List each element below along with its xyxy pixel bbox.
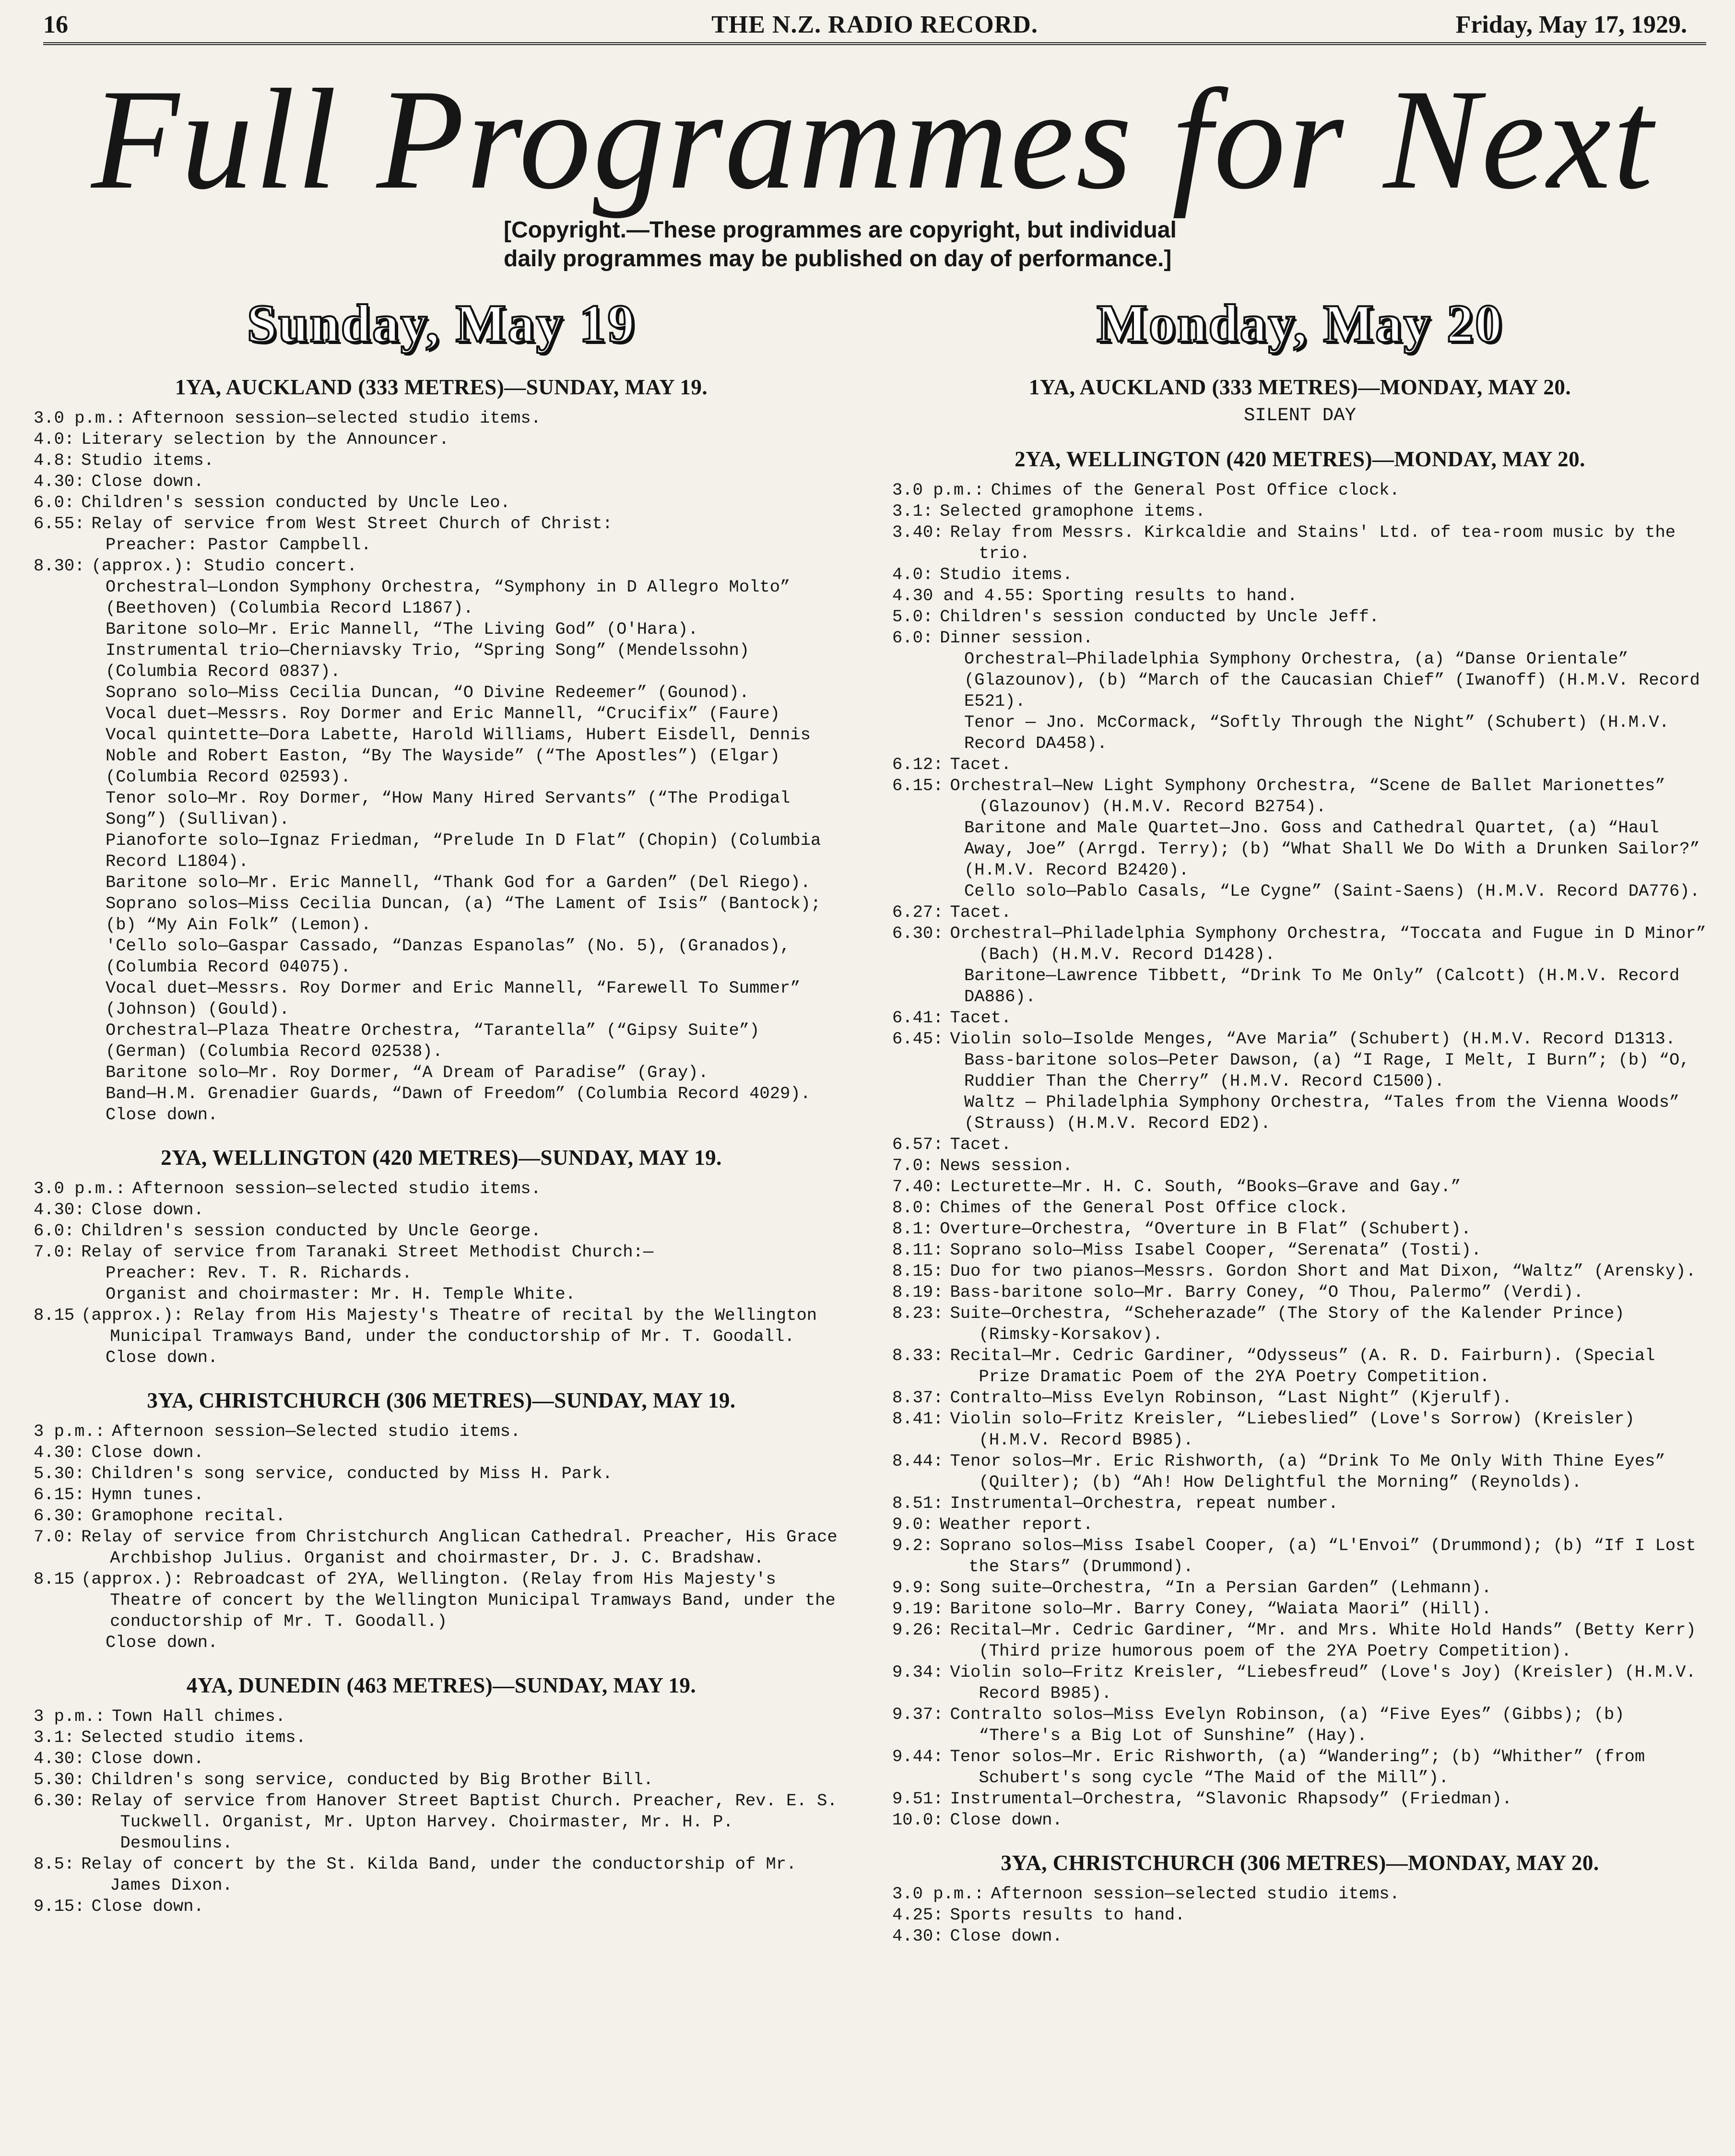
programme-item <box>34 936 849 978</box>
programme-text: Gramophone recital. <box>91 1506 286 1526</box>
programme-item <box>34 471 849 492</box>
programme-text: Tacet. <box>950 1135 1012 1154</box>
programme-text: Bass-baritone solos—Peter Dawson, (a) “I Rage, I Melt, I Burn”; (b) “O, Ruddier Than the Cherry” (H.M.V. Record C1500). <box>964 1050 1690 1091</box>
programme-time: 8.41: <box>892 1409 944 1429</box>
programme-time: 5.0: <box>892 607 933 627</box>
programme-time: 4.25: <box>892 1905 944 1925</box>
programme-list <box>892 480 1708 1831</box>
programme-text: Close down. <box>91 1749 204 1768</box>
programme-text: Weather report. <box>940 1515 1093 1534</box>
programme-item <box>892 1345 1708 1387</box>
programme-text: Relay of service from Hanover Street Baptist Church. Preacher, Rev. E. S. Tuckwell. Organist, Mr. Upton Harvey. Choirmaster, Mr. H. P. Desmoulins. <box>91 1791 838 1853</box>
programme-time: 6.12: <box>892 755 944 774</box>
programme-text: Relay of concert by the St. Kilda Band, under the conductorship of Mr. James Dixon. <box>81 1854 797 1895</box>
programme-text: Close down. <box>106 1633 218 1652</box>
programme-item <box>34 1347 849 1368</box>
day-title: Sunday, May 19 <box>247 294 636 354</box>
programme-item <box>34 724 849 788</box>
programme-item <box>34 1790 849 1854</box>
programme-item <box>892 522 1708 564</box>
programme-item <box>892 1282 1708 1303</box>
programme-time: 6.30: <box>34 1506 85 1526</box>
programme-item <box>34 872 849 893</box>
programme-time: 3.0 p.m.: <box>34 408 126 428</box>
programme-text: Selected studio items. <box>81 1728 306 1747</box>
programme-text: Baritone solo—Mr. Roy Dormer, “A Dream of Paradise” (Gray). <box>106 1063 708 1082</box>
programme-time: 7.40: <box>892 1177 944 1196</box>
programme-item <box>34 1199 849 1220</box>
programme-text: Preacher: Pastor Campbell. <box>106 535 371 555</box>
programme-text: Vocal duet—Messrs. Roy Dormer and Eric Mannell, “Farewell To Summer” (Johnson) (Gould). <box>106 978 801 1019</box>
programme-time: 3.1: <box>34 1728 75 1747</box>
programme-text: Song suite—Orchestra, “In a Persian Garden” (Lehmann). <box>940 1578 1492 1598</box>
programme-text: Orchestral—Philadelphia Symphony Orchestra, (a) “Danse Orientale” (Glazounov), (b) “March of the Caucasian Chief” (Iwanoff) (H.M.V. Record E521). <box>964 649 1700 711</box>
programme-time: 9.51: <box>892 1789 944 1809</box>
programme-item <box>892 817 1708 881</box>
programme-text: Tenor solo—Mr. Roy Dormer, “How Many Hired Servants” (“The Prodigal Song”) (Sullivan). <box>106 788 791 829</box>
programme-item <box>34 1020 849 1062</box>
programme-text: Children's session conducted by Uncle Jeff. <box>940 607 1380 627</box>
copyright-line: daily programmes may be published on day of performance.] <box>504 246 1172 272</box>
programme-item <box>892 1493 1708 1514</box>
programme-text: Tacet. <box>950 755 1012 774</box>
programme-text: Soprano solos—Miss Cecilia Duncan, (a) “The Lament of Isis” (Bantock); (b) “My Ain Folk” (Lemon). <box>106 894 821 935</box>
programme-text: Sporting results to hand. <box>1042 586 1298 605</box>
programme-item <box>34 513 849 534</box>
programme-item <box>34 1083 849 1104</box>
programme-text: Instrumental trio—Cherniavsky Trio, “Spring Song” (Mendelssohn) (Columbia Record 0837). <box>106 640 750 681</box>
programme-item <box>34 682 849 703</box>
programme-time: 6.30: <box>892 924 944 943</box>
programme-text: Baritone solo—Mr. Barry Coney, “Waiata Maori” (Hill). <box>950 1599 1492 1619</box>
programme-item <box>34 1305 849 1347</box>
programme-text: Baritone—Lawrence Tibbett, “Drink To Me Only” (Calcott) (H.M.V. Record DA886). <box>964 966 1680 1007</box>
programme-item <box>34 1727 849 1748</box>
programme-time: 8.44: <box>892 1451 944 1471</box>
programme-text: Instrumental—Orchestra, “Slavonic Rhapsody” (Friedman). <box>950 1789 1512 1809</box>
station-heading: 2YA, WELLINGTON (420 METRES)—MONDAY, MAY 20. <box>1015 447 1585 471</box>
programme-time: 10.0: <box>892 1810 944 1830</box>
programme-item <box>892 1884 1708 1905</box>
programme-text: Afternoon session—Selected studio items. <box>112 1422 521 1441</box>
programme-text: (approx.): Relay from His Majesty's Theatre of recital by the Wellington Municipal Tramways Band, under the conductorship of Mr. T. Goodall. <box>81 1305 817 1346</box>
station-block <box>892 373 1708 427</box>
copyright-notice <box>504 216 1247 273</box>
programme-time: 5.30: <box>34 1770 85 1789</box>
page-number: 16 <box>43 11 68 38</box>
programme-text: Afternoon session—selected studio items. <box>132 1179 541 1198</box>
programme-text: Soprano solos—Miss Isabel Cooper, (a) “L'Envoi” (Drummond); (b) “If I Lost the Stars” (Drummond). <box>940 1536 1696 1576</box>
programme-time: 9.37: <box>892 1705 944 1724</box>
programme-item <box>34 1421 849 1442</box>
sunday-column <box>34 293 849 1917</box>
programme-item <box>34 1284 849 1305</box>
programme-item <box>34 1505 849 1527</box>
programme-text: Literary selection by the Announcer. <box>81 429 449 449</box>
programme-text: Children's song service, conducted by Miss H. Park. <box>91 1464 613 1483</box>
programme-item <box>892 1926 1708 1947</box>
programme-text: Violin solo—Fritz Kreisler, “Liebeslied” (Love's Sorrow) (Kreisler) (H.M.V. Record B985). <box>950 1409 1635 1450</box>
programme-time: 9.15: <box>34 1896 85 1916</box>
programme-time: 9.26: <box>892 1620 944 1640</box>
programme-time: 6.55: <box>34 514 85 533</box>
programme-time: 9.9: <box>892 1578 933 1598</box>
station-heading: 2YA, WELLINGTON (420 METRES)—SUNDAY, MAY 19. <box>161 1146 722 1170</box>
programme-time: 4.30: <box>34 1749 85 1768</box>
station-heading: 1YA, AUCKLAND (333 METRES)—SUNDAY, MAY 19. <box>175 375 708 399</box>
programme-text: Baritone and Male Quartet—Jno. Goss and Cathedral Quartet, (a) “Haul Away, Joe” (Arrgd. Terry); (b) “What Shall We Do With a Drunken Sailor?” (H.M.V. Record B2420). <box>964 818 1700 880</box>
programme-item <box>34 577 849 619</box>
programme-item <box>34 1748 849 1769</box>
programme-text: Violin solo—Isolde Menges, “Ave Maria” (Schubert) (H.M.V. Record D1313. <box>950 1029 1676 1049</box>
programme-time: 7.0: <box>34 1242 75 1262</box>
programme-text: Cello solo—Pablo Casals, “Le Cygne” (Saint-Saens) (H.M.V. Record DA776). <box>964 881 1700 901</box>
programme-text: Close down. <box>91 1200 204 1220</box>
programme-text: Orchestral—Philadelphia Symphony Orchestra, “Toccata and Fugue in D Minor” (Bach) (H.M.V. Record D1428). <box>950 924 1706 964</box>
programme-text: Children's song service, conducted by Big Brother Bill. <box>91 1770 654 1789</box>
programme-item <box>892 1219 1708 1240</box>
programme-time: 3.0 p.m.: <box>892 480 984 500</box>
programme-time: 3 p.m.: <box>34 1422 106 1441</box>
programme-item <box>892 1599 1708 1620</box>
programme-time: 6.27: <box>892 902 944 922</box>
programme-text: Tenor solos—Mr. Eric Rishworth, (a) “Drink To Me Only With Thine Eyes” (Quilter); (b) “Ah! How Delightful the Morning” (Reynolds). <box>950 1451 1665 1492</box>
programme-text: Close down. <box>106 1105 218 1125</box>
programme-text: Tacet. <box>950 902 1012 922</box>
programme-time: 8.33: <box>892 1346 944 1365</box>
programme-item <box>892 965 1708 1007</box>
programme-item <box>34 1263 849 1284</box>
programme-time: 4.0: <box>34 429 75 449</box>
programme-item <box>34 1220 849 1242</box>
programme-text: Bass-baritone solo—Mr. Barry Coney, “O Thou, Palermo” (Verdi). <box>950 1282 1584 1302</box>
programme-time: 4.0: <box>892 565 933 584</box>
programme-item <box>892 1514 1708 1535</box>
programme-text: Tacet. <box>950 1008 1012 1028</box>
programme-item <box>892 1050 1708 1092</box>
programme-text: Tenor solos—Mr. Eric Rishworth, (a) “Wandering”; (b) “Whither” (from Schubert's song cycle “The Maid of the Mill”). <box>950 1747 1645 1788</box>
programme-text: Organist and choirmaster: Mr. H. Temple White. <box>106 1284 576 1304</box>
programme-time: 8.19: <box>892 1282 944 1302</box>
programme-time: 7.0: <box>34 1527 75 1547</box>
masthead <box>43 4 1706 45</box>
programme-text: Soprano solo—Miss Isabel Cooper, “Serenata” (Tosti). <box>950 1240 1482 1260</box>
programme-item <box>34 1463 849 1484</box>
programme-time: 5.30: <box>34 1464 85 1483</box>
station-block <box>34 1386 849 1653</box>
programme-text: Relay of service from West Street Church of Christ: <box>91 514 613 533</box>
programme-time: 4.30: <box>34 1443 85 1462</box>
programme-text: Chimes of the General Post Office clock. <box>940 1198 1349 1218</box>
programme-time: 4.30: <box>892 1926 944 1946</box>
programme-item <box>892 754 1708 775</box>
page-headline: Full Programmes for Next <box>91 59 1655 219</box>
programme-time: 8.23: <box>892 1303 944 1323</box>
programme-item <box>892 775 1708 817</box>
programme-time: 9.2: <box>892 1536 933 1555</box>
programme-text: Afternoon session—selected studio items. <box>132 408 541 428</box>
programme-text: Vocal quintette—Dora Labette, Harold Williams, Hubert Eisdell, Dennis Noble and Robert Easton, “By The Wayside” (“The Apostles”) (Elgar) (Columbia Record 02593). <box>106 725 811 787</box>
programme-item <box>892 1134 1708 1155</box>
programme-item <box>34 1896 849 1917</box>
programme-item <box>34 893 849 936</box>
programme-time: 9.0: <box>892 1515 933 1534</box>
programme-text: Close down. <box>950 1926 1062 1946</box>
programme-item <box>34 640 849 682</box>
programme-time: 4.30 and 4.55: <box>892 586 1036 605</box>
programme-text: Relay of service from Christchurch Anglican Cathedral. Preacher, His Grace Archbishop Julius. Organist and choirmaster, Dr. J. C. Bradshaw. <box>81 1527 838 1568</box>
programme-item <box>34 492 849 513</box>
station-heading: 3YA, CHRISTCHURCH (306 METRES)—MONDAY, MAY 20. <box>1001 1851 1599 1875</box>
programme-item <box>892 1409 1708 1451</box>
programme-text: Studio items. <box>940 565 1073 584</box>
programme-item <box>892 1303 1708 1345</box>
programme-item <box>892 1155 1708 1176</box>
programme-item <box>34 1484 849 1505</box>
programme-item <box>34 1854 849 1896</box>
programme-time: 8.11: <box>892 1240 944 1260</box>
programme-item <box>892 585 1708 606</box>
programme-item <box>892 1092 1708 1134</box>
programme-time: 8.1: <box>892 1219 933 1239</box>
station-note: SILENT DAY <box>1243 405 1357 426</box>
programme-item <box>34 619 849 640</box>
programme-item <box>34 1062 849 1083</box>
programme-text: Orchestral—New Light Symphony Orchestra, “Scene de Ballet Marionettes” (Glazounov) (H.M.V. Record B2754). <box>950 776 1665 817</box>
programme-list <box>34 1421 849 1653</box>
programme-item <box>34 429 849 450</box>
programme-time: 6.57: <box>892 1135 944 1154</box>
programme-time: 9.44: <box>892 1747 944 1766</box>
station-heading: 4YA, DUNEDIN (463 METRES)—SUNDAY, MAY 19. <box>186 1673 696 1697</box>
programme-time: 6.0: <box>34 493 75 512</box>
programme-text: News session. <box>940 1156 1073 1175</box>
programme-time: 7.0: <box>892 1156 933 1175</box>
programme-time: 6.45: <box>892 1029 944 1049</box>
programme-time: 4.30: <box>34 1200 85 1220</box>
programme-text: Vocal duet—Messrs. Roy Dormer and Eric Mannell, “Crucifix” (Faure) <box>106 704 780 723</box>
programme-time: 8.15: <box>892 1261 944 1281</box>
programme-item <box>892 1197 1708 1219</box>
programme-time: 3.0 p.m.: <box>892 1884 984 1904</box>
programme-text: Studio items. <box>81 450 214 470</box>
programme-text: Close down. <box>950 1810 1062 1830</box>
programme-text: 'Cello solo—Gaspar Cassado, “Danzas Espanolas” (No. 5), (Granados), (Columbia Record 04075). <box>106 936 791 977</box>
programme-text: Sports results to hand. <box>950 1905 1185 1925</box>
programme-item <box>892 606 1708 628</box>
programme-time: 3.0 p.m.: <box>34 1179 126 1198</box>
programme-time: 4.30: <box>34 472 85 491</box>
programme-text: Lecturette—Mr. H. C. South, “Books—Grave and Gay.” <box>950 1177 1461 1196</box>
programme-item <box>892 1535 1708 1577</box>
programme-time: 6.30: <box>34 1791 85 1811</box>
programme-time: 9.19: <box>892 1599 944 1619</box>
programme-item <box>34 1769 849 1790</box>
programme-text: Relay from Messrs. Kirkcaldie and Stains' Ltd. of tea-room music by the trio. <box>950 522 1676 563</box>
programme-item <box>892 1007 1708 1029</box>
programme-text: Relay of service from Taranaki Street Methodist Church:— <box>81 1242 654 1262</box>
programme-item <box>34 703 849 724</box>
programme-item <box>892 902 1708 923</box>
programme-text: Hymn tunes. <box>91 1485 204 1504</box>
programme-item <box>892 1662 1708 1704</box>
programme-item <box>892 1387 1708 1409</box>
programme-item <box>34 534 849 556</box>
programme-text: Baritone solo—Mr. Eric Mannell, “The Living God” (O'Hara). <box>106 619 698 639</box>
programme-time: 6.0: <box>34 1221 75 1241</box>
programme-item <box>34 978 849 1020</box>
programme-time: 9.34: <box>892 1662 944 1682</box>
programme-time: 3.1: <box>892 501 933 521</box>
issue-date: Friday, May 17, 1929. <box>1455 11 1687 38</box>
programme-text: Instrumental—Orchestra, repeat number. <box>950 1493 1339 1513</box>
programme-list <box>34 1706 849 1917</box>
programme-item <box>892 1261 1708 1282</box>
programme-text: Chimes of the General Post Office clock. <box>991 480 1400 500</box>
programme-text: Preacher: Rev. T. R. Richards. <box>106 1263 413 1283</box>
station-block <box>892 1849 1708 1947</box>
programme-time: 6.41: <box>892 1008 944 1028</box>
programme-item <box>892 1746 1708 1789</box>
programme-item <box>34 556 849 577</box>
programme-item <box>34 408 849 429</box>
station-block <box>892 445 1708 1831</box>
programme-item <box>34 830 849 872</box>
programme-item <box>34 1569 849 1632</box>
programme-text: Recital—Mr. Cedric Gardiner, “Mr. and Mrs. White Hold Hands” (Betty Kerr) (Third prize humorous poem of the 2YA Poetry Competition). <box>950 1620 1696 1661</box>
programme-list <box>34 1178 849 1368</box>
programme-list <box>892 1884 1708 1947</box>
programme-text: Selected gramophone items. <box>940 501 1206 521</box>
station-block <box>34 1671 849 1917</box>
programme-item <box>892 1789 1708 1810</box>
programme-text: Dinner session. <box>940 628 1093 648</box>
programme-text: Band—H.M. Grenadier Guards, “Dawn of Freedom” (Columbia Record 4029). <box>106 1084 811 1103</box>
programme-text: Overture—Orchestra, “Overture in B Flat” (Schubert). <box>940 1219 1471 1239</box>
programme-text: Close down. <box>91 472 204 491</box>
programme-item <box>892 712 1708 754</box>
programme-item <box>892 1029 1708 1050</box>
newspaper-title: THE N.Z. RADIO RECORD. <box>711 11 1038 38</box>
programme-text: Contralto—Miss Evelyn Robinson, “Last Night” (Kjerulf). <box>950 1388 1512 1408</box>
programme-item <box>34 1104 849 1125</box>
programme-item <box>892 1905 1708 1926</box>
programme-time: 8.51: <box>892 1493 944 1513</box>
programme-item <box>34 1527 849 1569</box>
programme-text: Orchestral—London Symphony Orchestra, “Symphony in D Allegro Molto” (Beethoven) (Columbia Record L1867). <box>106 577 791 618</box>
monday-column <box>892 293 1708 1947</box>
programme-item <box>34 1178 849 1199</box>
programme-text: Duo for two pianos—Messrs. Gordon Short and Mat Dixon, “Waltz” (Arensky). <box>950 1261 1696 1281</box>
programme-item <box>34 788 849 830</box>
programme-item <box>892 564 1708 585</box>
programme-item <box>892 480 1708 501</box>
programme-item <box>892 649 1708 712</box>
programme-item <box>892 628 1708 649</box>
programme-text: Soprano solo—Miss Cecilia Duncan, “O Divine Redeemer” (Gounod). <box>106 683 750 702</box>
programme-item <box>892 1577 1708 1599</box>
programme-text: Baritone solo—Mr. Eric Mannell, “Thank God for a Garden” (Del Riego). <box>106 873 811 892</box>
station-heading: 1YA, AUCKLAND (333 METRES)—MONDAY, MAY 20. <box>1028 375 1571 399</box>
programme-text: (approx.): Rebroadcast of 2YA, Wellington. (Relay from His Majesty's Theatre of concert by the Wellington Municipal Tramways Band, under the conductorship of Mr. T. Goodall.) <box>81 1569 836 1631</box>
programme-time: 3 p.m.: <box>34 1706 106 1726</box>
programme-time: 6.15: <box>892 776 944 795</box>
programme-item <box>34 450 849 471</box>
programme-time: 6.15: <box>34 1485 85 1504</box>
programme-item <box>34 1632 849 1653</box>
programme-time: 8.30: <box>34 556 85 576</box>
programme-item <box>892 1451 1708 1493</box>
programme-item <box>892 923 1708 965</box>
programme-time: 8.15 <box>34 1569 75 1589</box>
programme-text: Close down. <box>91 1443 204 1462</box>
programme-item <box>892 881 1708 902</box>
programme-text: Tenor — Jno. McCormack, “Softly Through the Night” (Schubert) (H.M.V. Record DA458). <box>964 712 1669 753</box>
station-heading: 3YA, CHRISTCHURCH (306 METRES)—SUNDAY, MAY 19. <box>147 1388 736 1412</box>
programme-item <box>892 1240 1708 1261</box>
programme-text: Pianoforte solo—Ignaz Friedman, “Prelude In D Flat” (Chopin) (Columbia Record L1804). <box>106 830 821 871</box>
programme-item <box>34 1242 849 1263</box>
programme-time: 8.37: <box>892 1388 944 1408</box>
programme-text: Close down. <box>106 1348 218 1367</box>
programme-text: Recital—Mr. Cedric Gardiner, “Odysseus” (A. R. D. Fairburn). (Special Prize Dramatic Poem of the 2YA Poetry Competition. <box>950 1346 1655 1386</box>
programme-text: Close down. <box>91 1896 204 1916</box>
programme-time: 6.0: <box>892 628 933 648</box>
programme-text: Town Hall chimes. <box>112 1706 286 1726</box>
programme-time: 3.40: <box>892 522 944 542</box>
programme-item <box>892 501 1708 522</box>
programme-list <box>34 408 849 1125</box>
copyright-line: [Copyright.—These programmes are copyright, but individual <box>504 217 1177 243</box>
programme-item <box>892 1620 1708 1662</box>
station-block <box>34 1144 849 1368</box>
day-title: Monday, May 20 <box>1097 294 1503 354</box>
station-block <box>34 373 849 1125</box>
programme-text: Orchestral—Plaza Theatre Orchestra, “Tarantella” (“Gipsy Suite”) (German) (Columbia Record 02538). <box>106 1020 760 1061</box>
programme-text: Suite—Orchestra, “Scheherazade” (The Story of the Kalender Prince) (Rimsky-Korsakov). <box>950 1303 1625 1344</box>
programme-item <box>892 1176 1708 1197</box>
programme-text: Children's session conducted by Uncle Leo. <box>81 493 510 512</box>
programme-time: 4.8: <box>34 450 75 470</box>
programme-text: Waltz — Philadelphia Symphony Orchestra, “Tales from the Vienna Woods” (Strauss) (H.M.V. Record ED2). <box>964 1092 1680 1133</box>
programme-time: 8.5: <box>34 1854 75 1874</box>
programme-item <box>34 1442 849 1463</box>
programme-item <box>892 1704 1708 1746</box>
programme-text: Afternoon session—selected studio items. <box>991 1884 1400 1904</box>
programme-text: Children's session conducted by Uncle George. <box>81 1221 541 1241</box>
programme-item <box>892 1810 1708 1831</box>
programme-time: 8.0: <box>892 1198 933 1218</box>
programme-time: 8.15 <box>34 1305 75 1325</box>
programme-item <box>34 1706 849 1727</box>
programme-text: (approx.): Studio concert. <box>91 556 357 576</box>
programme-text: Violin solo—Fritz Kreisler, “Liebesfreud” (Love's Joy) (Kreisler) (H.M.V. Record B985). <box>950 1662 1696 1703</box>
programme-text: Contralto solos—Miss Evelyn Robinson, (a) “Five Eyes” (Gibbs); (b) “There's a Big Lot of Sunshine” (Hay). <box>950 1705 1625 1745</box>
